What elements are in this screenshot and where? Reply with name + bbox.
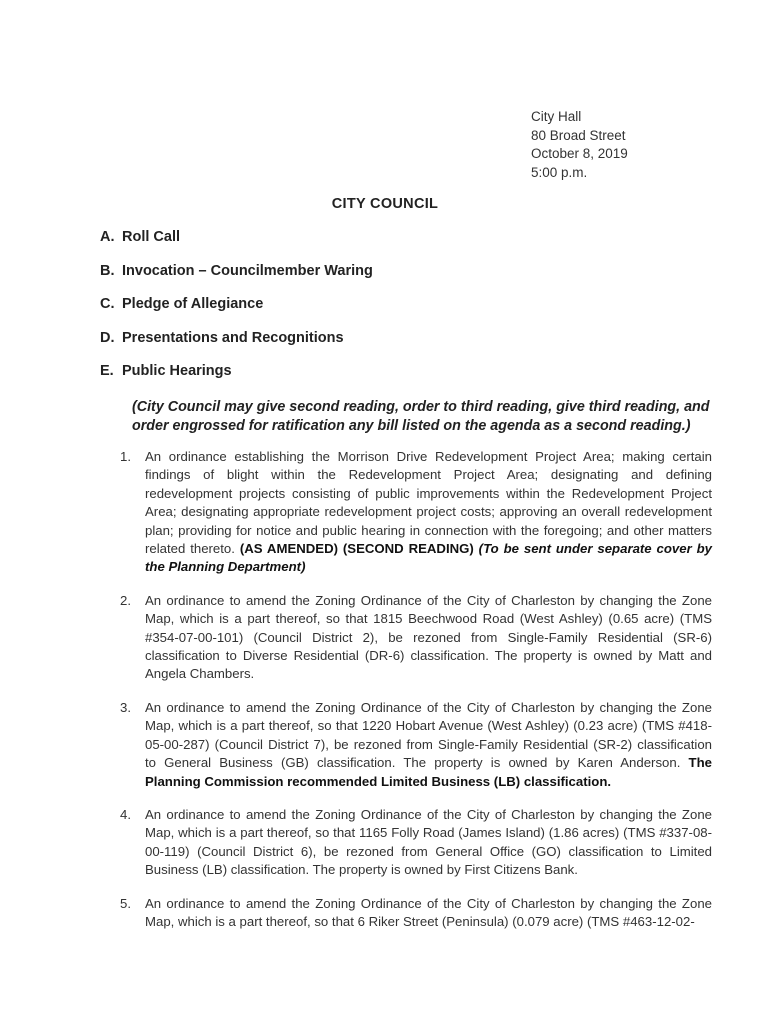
agenda-sections — [100, 229, 373, 397]
section-label: Roll Call — [122, 229, 181, 245]
item-italic-note: (To be sent under separate cover by the Planning Department) — [145, 541, 712, 575]
item-bold-note: (AS AMENDED) (SECOND READING) — [234, 541, 474, 557]
agenda-item — [120, 806, 712, 880]
section-label: Presentations and Recognitions — [122, 329, 344, 346]
item-number: 5. — [120, 895, 131, 911]
item-number: 1. — [120, 449, 131, 464]
meeting-address: 80 Broad Street — [531, 127, 626, 143]
agenda-item — [120, 699, 712, 791]
item-text — [145, 806, 712, 880]
item-number: 2. — [120, 592, 131, 608]
meeting-time: 5:00 p.m. — [531, 164, 588, 180]
section-pledge — [100, 296, 373, 330]
item-text — [145, 448, 712, 577]
section-letter: D. — [100, 329, 115, 346]
item-text — [145, 895, 712, 932]
section-roll-call — [100, 229, 373, 263]
section-public-hearings — [100, 363, 373, 397]
agenda-item — [120, 895, 712, 932]
item-body: An ordinance establishing the Morrison Drive Redevelopment Project Area; making certain findings of blight within the Redevelopment Project Area; designating and defining redevelopment projects consisting of public improvements within the Redevelopment Project Area; designating appropriate redevelopment project costs; approving an overall redevelopment plan; providing for notice and public hearing in connection with the foregoing; and other matters related thereto. — [145, 449, 712, 557]
agenda-item — [120, 592, 712, 684]
section-invocation — [100, 263, 373, 297]
item-body: An ordinance to amend the Zoning Ordinance of the City of Charleston by changing the Zone Map, which is a part thereof, so that 1165 Folly Road (James Island) (1.86 acres) (TMS #337-08-00-119) (Council District 6), be rezoned from General Office (GO) classification to Limited Business (LB) classification. The property is owned by First Citizens Bank. — [145, 806, 712, 878]
section-label: Public Hearings — [122, 363, 232, 379]
item-number: 3. — [120, 699, 131, 715]
agenda-items — [120, 448, 712, 946]
section-label: Pledge of Allegiance — [122, 296, 264, 312]
item-text — [145, 699, 712, 791]
item-number: 4. — [120, 806, 131, 822]
public-hearings-intro: (City Council may give second reading, order to third reading, give third reading, and order engrossed for ratification any bill listed on the agenda as a second reading.) — [132, 399, 710, 434]
item-body: An ordinance to amend the Zoning Ordinance of the City of Charleston by changing the Zone Map, which is a part thereof, so that 1815 Beechwood Road (West Ashley) (0.65 acre) (TMS #354-07-00-101) (Council District 2), be rezoned from Single-Family Residential (SR-6) classification to Diverse Residential (DR-6) classification. The property is owned by Matt and Angela Chambers. — [145, 592, 712, 682]
page-title: CITY COUNCIL — [331, 196, 439, 212]
item-body: An ordinance to amend the Zoning Ordinance of the City of Charleston by changing the Zone Map, which is a part thereof, so that 1220 Hobart Avenue (West Ashley) (0.23 acre) (TMS #418-05-00-287) (Council District 7), be rezoned from Single-Family Residential (SR-2) classification to General Business (GB) classification. The property is owned by Karen Anderson. — [145, 699, 712, 771]
agenda-item — [120, 448, 712, 577]
section-letter: A. — [100, 229, 115, 245]
meeting-location: City Hall — [531, 109, 582, 124]
section-letter: B. — [100, 262, 115, 279]
meeting-date: October 8, 2019 — [531, 146, 628, 161]
section-letter: E. — [100, 363, 114, 379]
section-label: Invocation – Councilmember Waring — [122, 262, 373, 279]
meeting-header — [531, 108, 628, 182]
item-bold-note: The Planning Commission recommended Limited Business (LB) classification. — [145, 755, 712, 789]
section-presentations — [100, 330, 373, 364]
section-letter: C. — [100, 296, 115, 312]
item-body: An ordinance to amend the Zoning Ordinance of the City of Charleston by changing the Zone Map, which is a part thereof, so that 6 Riker Street (Peninsula) (0.079 acre) (TMS #463-12-02- — [145, 895, 712, 929]
item-text — [145, 592, 712, 684]
